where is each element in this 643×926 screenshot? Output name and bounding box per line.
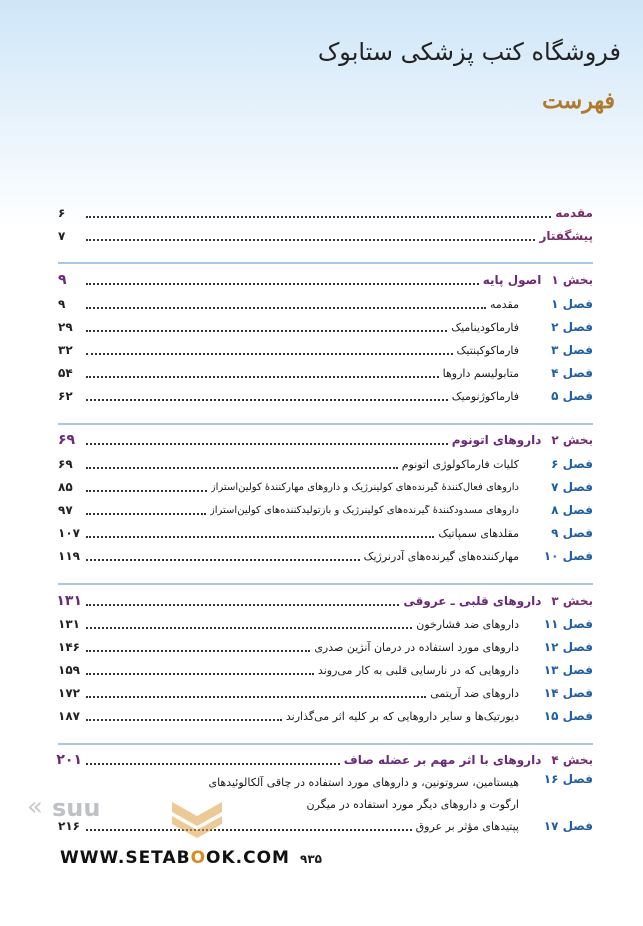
part-label: بخش ۲ (551, 433, 593, 447)
toc-part-3[interactable] (58, 591, 593, 611)
page-number: ۲۹ (58, 320, 73, 334)
dot-leader (86, 467, 398, 469)
page-number: ۲۰۱ (56, 752, 82, 768)
site-url-suffix: OK.COM (206, 848, 290, 868)
dot-leader (86, 763, 340, 765)
chapter-label: فصل ۱۶ (543, 772, 593, 786)
page-number: ۱۵۹ (58, 663, 80, 677)
dot-leader (86, 604, 399, 606)
chapter-title: داروهای مورد استفاده در درمان آنژین صدری (314, 640, 519, 654)
toc-chapter[interactable] (58, 477, 593, 497)
part-title: داروهای اتونوم (451, 433, 542, 447)
dot-leader (86, 650, 310, 652)
chapter-title: کلیات فارماکولوژی اتونوم (401, 457, 519, 471)
chapter-label: فصل ۱۲ (543, 640, 593, 654)
chapter-title: داروهایی که در نارسایی قلبی به کار می‌روند (317, 663, 519, 677)
dot-leader (86, 307, 486, 309)
chapter-title: داروهای فعال‌کنندهٔ گیرنده‌های کولینرژیک و داروهای مهارکنندهٔ کولین‌استراز (210, 481, 519, 493)
chapter-label: فصل ۸ (551, 503, 593, 517)
chapter-title: داروهای مسدودکنندهٔ گیرنده‌های کولینرژیک و بازتولیدکننده‌های کولین‌استراز (209, 504, 519, 516)
dot-leader (86, 673, 314, 675)
toc-part-1[interactable] (58, 270, 593, 290)
page-number: ۱۷۲ (58, 686, 80, 700)
page-number: ۶۲ (58, 389, 73, 403)
toc-chapter[interactable] (58, 500, 593, 520)
page-number: ۶ (58, 206, 66, 220)
setabook-logo-watermark (22, 780, 272, 840)
dot-leader (86, 376, 439, 378)
page-number: ۹ (58, 272, 67, 288)
part-title: داروهای قلبی ـ عروقی (403, 594, 542, 608)
svg-text:suu: suu (52, 794, 101, 822)
dot-leader (86, 399, 448, 401)
dot-leader (86, 443, 448, 445)
entry-label: پیشگفتار (539, 229, 593, 243)
toc-part-4[interactable] (58, 750, 593, 770)
chapter-title: فارماکودینامیک (451, 320, 519, 334)
toc-entry-preface[interactable] (58, 226, 593, 246)
toc-chapter[interactable] (58, 523, 593, 543)
page-number: ۶۹ (58, 432, 76, 448)
dot-leader (86, 490, 207, 492)
page-number: ۱۱۹ (58, 549, 80, 563)
chapter-label: فصل ۷ (551, 480, 593, 494)
toc-chapter[interactable] (58, 546, 593, 566)
chapter-title: داروهای ضد فشارخون (416, 617, 519, 631)
part-label: بخش ۳ (551, 594, 593, 608)
chapter-label: فصل ۴ (551, 366, 593, 380)
chapter-label: فصل ۱۰ (543, 549, 593, 563)
header-gradient (0, 0, 643, 230)
page-number: ۲۱۶ (58, 819, 80, 833)
dot-leader (86, 536, 434, 538)
dot-leader (86, 330, 447, 332)
chapter-label: فصل ۹ (551, 526, 593, 540)
page-number: ۱۴۶ (58, 640, 80, 654)
toc-chapter[interactable] (58, 317, 593, 337)
page-number: ۱۳۱ (56, 593, 82, 609)
dot-leader (86, 513, 206, 515)
toc-chapter[interactable] (58, 386, 593, 406)
section-divider (58, 743, 593, 745)
page-number: ۷ (58, 229, 66, 243)
part-label: بخش ۴ (551, 753, 593, 767)
toc-entry-intro[interactable] (58, 203, 593, 223)
site-url-prefix: WWW.SETAB (60, 848, 191, 868)
chapter-label: فصل ۱۱ (543, 617, 593, 631)
chapter-label: فصل ۱۵ (543, 709, 593, 723)
chapter-label: فصل ۲ (551, 320, 593, 334)
chapter-label: فصل ۵ (551, 389, 593, 403)
page-number: ۱۳۱ (58, 617, 80, 631)
toc-chapter[interactable] (58, 683, 593, 703)
section-divider (58, 583, 593, 585)
entry-label: مقدمه (555, 206, 593, 220)
chapter-title: متابولیسم داروها (442, 366, 519, 380)
dot-leader (86, 696, 426, 698)
folio-number: ۹۳۵ (300, 852, 322, 866)
toc-chapter[interactable] (58, 363, 593, 383)
toc-chapter[interactable] (58, 660, 593, 680)
part-label: بخش ۱ (551, 273, 593, 287)
chapter-title: دیورتیک‌ها و سایر داروهایی که بر کلیه اثر می‌گذارند (285, 709, 519, 723)
page-number: ۱۰۷ (58, 526, 80, 540)
chapter-title: پپتیدهای مؤثر بر عروق (415, 819, 519, 833)
page-number: ۸۵ (58, 480, 73, 494)
toc-heading: فهرست (542, 88, 615, 114)
chapter-label: فصل ۱۴ (543, 686, 593, 700)
page-number: ۱۸۷ (58, 709, 80, 723)
chapter-title: فارماکوژنومیک (451, 389, 519, 403)
toc-chapter[interactable] (58, 454, 593, 474)
page-number: ۵۴ (58, 366, 73, 380)
toc-chapter[interactable] (58, 294, 593, 314)
page-title: فروشگاه کتب پزشکی ستابوک (317, 38, 621, 66)
dot-leader (86, 719, 282, 721)
dot-leader (86, 353, 453, 355)
chapter-title: فارماکوکینتیک (456, 343, 519, 357)
site-url-o: O (190, 848, 207, 868)
page-number: ۹۷ (58, 503, 73, 517)
chapter-label: فصل ۱ (551, 297, 593, 311)
chapter-label: فصل ۶ (551, 457, 593, 471)
chapter-label: فصل ۳ (551, 343, 593, 357)
chapter-label: فصل ۱۷ (543, 819, 593, 833)
chapter-title: مقلدهای سمپاتیک (438, 526, 519, 540)
dot-leader (86, 627, 412, 629)
toc-chapter[interactable] (58, 340, 593, 360)
svg-text:«: « (27, 792, 43, 822)
part-title: اصول پایه (482, 273, 542, 287)
toc-chapter[interactable] (58, 706, 593, 726)
dot-leader (86, 239, 535, 241)
chapter-title: داروهای ضد آریتمی (430, 686, 519, 700)
chapter-title: مقدمه (489, 297, 519, 311)
section-divider (58, 423, 593, 425)
page-number: ۶۹ (58, 457, 73, 471)
toc-chapter[interactable] (58, 637, 593, 657)
dot-leader (86, 283, 479, 285)
toc-part-2[interactable] (58, 430, 593, 450)
dot-leader (86, 216, 551, 218)
page-number: ۹ (58, 297, 66, 311)
section-divider (58, 262, 593, 264)
toc-chapter[interactable] (58, 614, 593, 634)
dot-leader (86, 559, 360, 561)
chapter-title: هیستامین، سروتونین، و داروهای مورد استفاده در چاقی آلکالوئیدهای ارگوت و داروهای دیگر مورد استفاده در میگرن (208, 776, 519, 811)
chapter-title: مهارکننده‌های گیرنده‌های آدرنرژیک (363, 549, 519, 563)
chapter-label: فصل ۱۳ (543, 663, 593, 677)
part-title: داروهای با اثر مهم بر عضله صاف (343, 753, 542, 767)
site-url[interactable] (60, 848, 290, 868)
page-number: ۳۲ (58, 343, 73, 357)
